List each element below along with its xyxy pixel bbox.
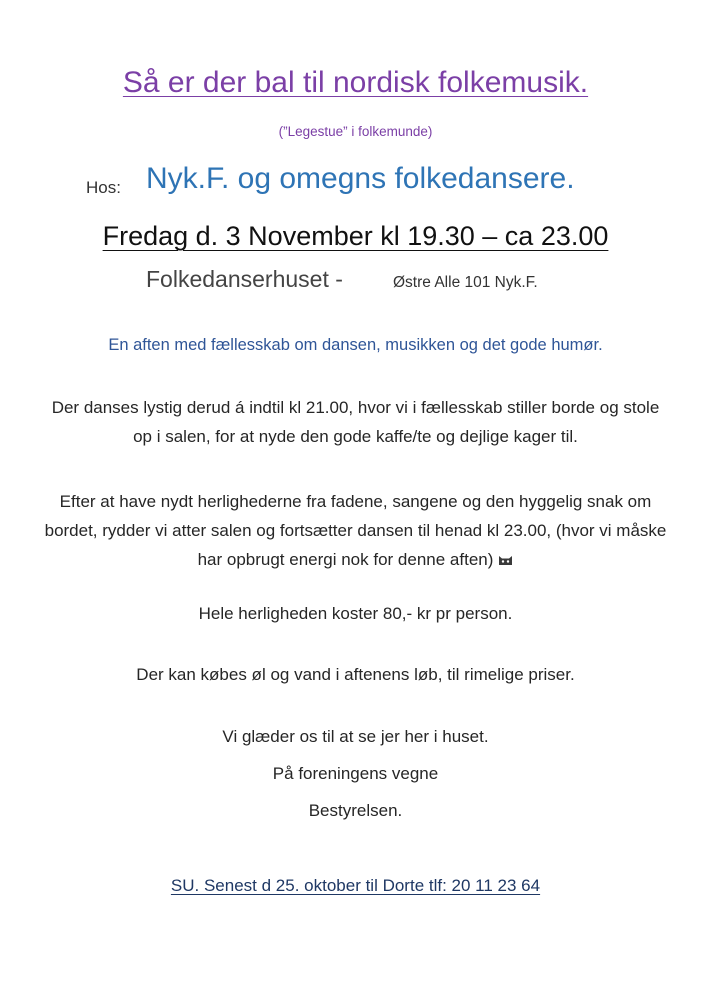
on-behalf-text: På foreningens vegne — [272, 764, 439, 783]
event-date: Fredag d. 3 November kl 19.30 – ca 23.00 — [102, 221, 609, 251]
paragraph-evening — [40, 487, 671, 574]
event-subtitle: (”Legestue” i folkemunde) — [278, 124, 433, 139]
cat-face-icon — [498, 554, 513, 566]
signup-deadline: SU. Senest d 25. oktober til Dorte tlf: 20 11 23 64 — [170, 876, 541, 895]
venue-name: Folkedanserhuset - — [146, 266, 343, 292]
welcome-text: Vi glæder os til at se jer her i huset. — [222, 727, 489, 746]
host-row — [0, 162, 711, 204]
drinks-text: Der kan købes øl og vand i aftenens løb, til rimelige priser. — [136, 665, 575, 684]
venue-address: Østre Alle 101 Nyk.F. — [393, 274, 538, 291]
paragraph-program: Der danses lystig derud á indtil kl 21.00, hvor vi i fællesskab stiller borde og stole op i salen, for at nyde den gode kaffe/te og dejlige kager til. — [51, 398, 660, 446]
board-signature: Bestyrelsen. — [308, 801, 403, 820]
event-title: Så er der bal til nordisk folkemusik. — [122, 66, 589, 99]
price-text: Hele herligheden koster 80,- kr pr person. — [198, 604, 513, 623]
venue-row — [0, 266, 711, 300]
intro-text: En aften med fællesskab om dansen, musikken og det gode humør. — [108, 336, 603, 354]
paragraph-evening-text: Efter at have nydt herlighederne fra fadene, sangene og den hyggelig snak om bordet, rydder vi atter salen og fortsætter dansen til henad kl 23.00, (hvor vi måske har opbrugt energi nok for denne aften) — [44, 492, 667, 569]
host-label: Hos: — [86, 178, 121, 197]
host-name: Nyk.F. og omegns folkedansere. — [146, 162, 575, 195]
